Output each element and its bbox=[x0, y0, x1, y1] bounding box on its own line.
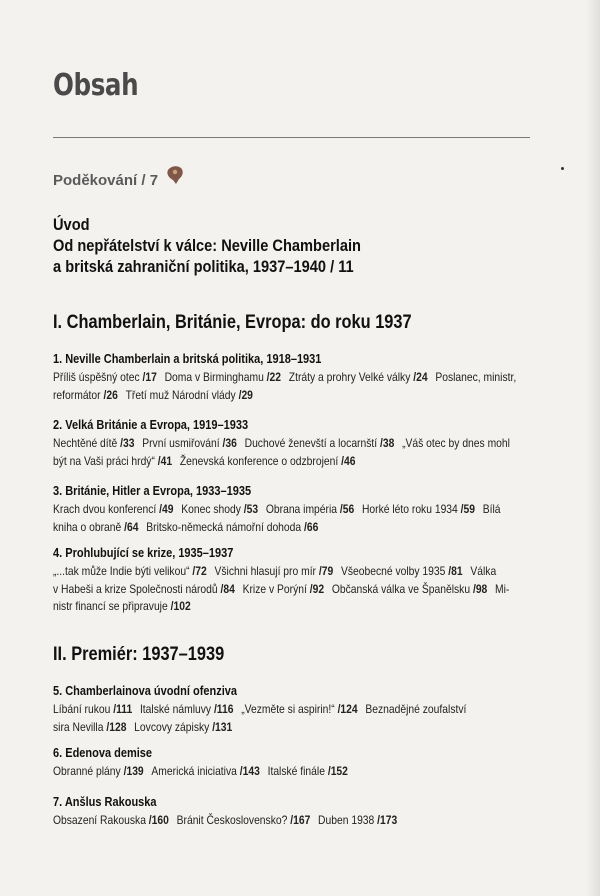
section-page-number: /26 bbox=[103, 387, 118, 402]
chapter-7 bbox=[53, 795, 573, 830]
section-title: Americká iniciativa bbox=[151, 764, 237, 778]
section-page-number: /59 bbox=[460, 502, 476, 516]
part-heading-1: I. Chamberlain, Británie, Evropa: do roku 1937 bbox=[53, 311, 412, 333]
section-title: Nechtěné dítě bbox=[53, 436, 118, 450]
chapter-title: 5. Chamberlainova úvodní ofenziva bbox=[53, 684, 237, 698]
section-page-number: /79 bbox=[318, 564, 334, 578]
section-title: Mi- bbox=[495, 581, 510, 596]
section-page-number: /116 bbox=[213, 702, 234, 716]
title-divider bbox=[53, 137, 530, 138]
section-title: Bílá bbox=[482, 502, 501, 516]
section-page-number: /38 bbox=[380, 436, 395, 450]
section-title: sira Nevilla bbox=[53, 719, 104, 734]
section-page-number: /46 bbox=[341, 453, 356, 468]
section-title: Obranné plány bbox=[53, 764, 121, 778]
toc-title: Obsah bbox=[53, 68, 139, 103]
chapter-title: 2. Velká Británie a Evropa, 1919–1933 bbox=[53, 418, 249, 432]
section-page-number: /84 bbox=[220, 581, 235, 596]
section-line bbox=[53, 519, 500, 537]
section-page-number: /24 bbox=[413, 370, 428, 384]
section-page-number: /143 bbox=[239, 764, 260, 778]
section-title: být na Vaši práci hrdý“ bbox=[53, 453, 155, 468]
section-page-number: /49 bbox=[159, 502, 174, 516]
section-line bbox=[53, 387, 500, 405]
chapter-3 bbox=[53, 484, 573, 536]
section-line bbox=[53, 719, 500, 737]
section-title: reformátor bbox=[53, 387, 101, 402]
section-title: Obsazení Rakouska bbox=[53, 813, 146, 827]
section-line bbox=[53, 763, 500, 781]
section-title: Válka bbox=[470, 564, 497, 578]
section-title: Konec shody bbox=[181, 502, 241, 516]
section-page-number: /64 bbox=[124, 519, 139, 534]
section-title: Obrana impéria bbox=[265, 502, 338, 516]
chapter-1 bbox=[53, 352, 573, 404]
section-title: Italské námluvy bbox=[139, 702, 212, 716]
section-page-number: /56 bbox=[339, 502, 355, 516]
section-line bbox=[53, 435, 510, 453]
section-title: Britsko-německá námořní dohoda bbox=[146, 519, 302, 534]
chapter-title: 3. Británie, Hitler a Evropa, 1933–1935 bbox=[53, 484, 252, 498]
section-title: Všichni hlasují pro mír bbox=[214, 564, 316, 578]
acknowledgements-page: 7 bbox=[149, 172, 159, 189]
section-title: „Vezměte si aspirin!“ bbox=[241, 702, 335, 716]
section-page-number: /81 bbox=[448, 564, 463, 578]
section-page-number: /41 bbox=[157, 453, 173, 468]
section-title: „...tak může Indie býti velikou“ bbox=[53, 564, 190, 578]
section-title: v Habeši a krize Společnosti národů bbox=[53, 581, 218, 596]
chapter-5 bbox=[53, 684, 573, 736]
section-title: Všeobecné volby 1935 bbox=[340, 564, 446, 578]
section-title: Občanská válka ve Španělsku bbox=[331, 581, 471, 596]
chapter-6 bbox=[53, 746, 573, 781]
section-title: kniha o obraně bbox=[53, 519, 122, 534]
page-edge-shadow bbox=[586, 0, 600, 896]
section-line bbox=[53, 598, 500, 616]
chapter-title: 7. Anšlus Rakouska bbox=[53, 795, 157, 809]
section-page-number: /173 bbox=[377, 813, 398, 827]
section-page-number: /66 bbox=[304, 519, 319, 534]
section-page-number: /139 bbox=[123, 764, 144, 778]
ink-stamp-mark bbox=[165, 164, 185, 186]
section-page-number: /17 bbox=[142, 370, 157, 384]
section-page-number: /36 bbox=[222, 436, 237, 450]
section-page-number: /131 bbox=[212, 719, 233, 734]
part-heading-2: II. Premiér: 1937–1939 bbox=[53, 643, 225, 665]
section-page-number: /53 bbox=[243, 502, 259, 516]
section-title: Doma v Birminghamu bbox=[164, 370, 264, 384]
section-title: Poslanec, ministr, bbox=[435, 370, 517, 384]
section-title: Třetí muž Národní vlády bbox=[125, 387, 236, 402]
section-line bbox=[53, 701, 500, 719]
section-page-number: /72 bbox=[192, 564, 207, 578]
chapter-2 bbox=[53, 418, 573, 470]
acknowledgements-label: Poděkování bbox=[53, 172, 138, 189]
section-title: Bránit Československo? bbox=[176, 813, 288, 827]
section-page-number: /98 bbox=[472, 581, 488, 596]
section-title: Duben 1938 bbox=[318, 813, 375, 827]
section-title: Lovcovy zápisky bbox=[134, 719, 210, 734]
section-line bbox=[53, 581, 510, 599]
section-line bbox=[53, 453, 500, 471]
section-title: Ztráty a prohry Velké války bbox=[288, 370, 411, 384]
section-title: Duchové ženevští a locarnští bbox=[244, 436, 378, 450]
chapter-4 bbox=[53, 546, 573, 616]
section-title: První usmiřování bbox=[142, 436, 220, 450]
intro-title-line-1: Od nepřátelství k válce: Neville Chamberlain bbox=[53, 236, 361, 255]
chapter-title: 6. Edenova demise bbox=[53, 746, 153, 760]
section-page-number: /111 bbox=[113, 702, 133, 716]
section-line bbox=[53, 369, 517, 387]
section-page-number: /152 bbox=[327, 764, 348, 778]
section-title: Líbání rukou bbox=[53, 702, 111, 716]
chapter-title: 1. Neville Chamberlain a britská politika, 1918–1931 bbox=[53, 352, 322, 366]
intro-entry bbox=[53, 214, 361, 277]
section-title: Krize v Porýní bbox=[242, 581, 307, 596]
acknowledgements-entry bbox=[53, 172, 158, 189]
intro-heading: Úvod bbox=[53, 215, 90, 234]
section-line bbox=[53, 812, 500, 830]
section-page-number: /92 bbox=[309, 581, 325, 596]
section-page-number: /167 bbox=[290, 813, 311, 827]
section-title: Krach dvou konferencí bbox=[53, 502, 157, 516]
speck-mark bbox=[561, 167, 564, 170]
section-title: Horké léto roku 1934 bbox=[361, 502, 458, 516]
section-page-number: /29 bbox=[238, 387, 253, 402]
section-title: Ženevská konference o odzbrojení bbox=[179, 453, 339, 468]
section-page-number: /33 bbox=[120, 436, 135, 450]
section-line bbox=[53, 563, 500, 581]
intro-title-line-2: a britská zahraniční politika, 1937–1940 / 11 bbox=[53, 257, 354, 276]
section-page-number: /124 bbox=[337, 702, 358, 716]
section-page-number: /102 bbox=[170, 599, 191, 613]
section-page-number: /160 bbox=[148, 813, 169, 827]
acknowledgements-separator: / bbox=[137, 172, 150, 189]
section-title: „Váš otec by dnes mohl bbox=[402, 436, 510, 450]
section-line bbox=[53, 501, 500, 519]
section-title: Beznadějné zoufalství bbox=[365, 702, 467, 716]
section-title: nistr financí se připravuje bbox=[53, 599, 168, 613]
section-title: Příliš úspěšný otec bbox=[53, 370, 140, 384]
section-page-number: /128 bbox=[106, 719, 127, 734]
section-page-number: /22 bbox=[266, 370, 282, 384]
section-title: Italské finále bbox=[267, 764, 325, 778]
chapter-title: 4. Prohlubující se krize, 1935–1937 bbox=[53, 546, 234, 560]
